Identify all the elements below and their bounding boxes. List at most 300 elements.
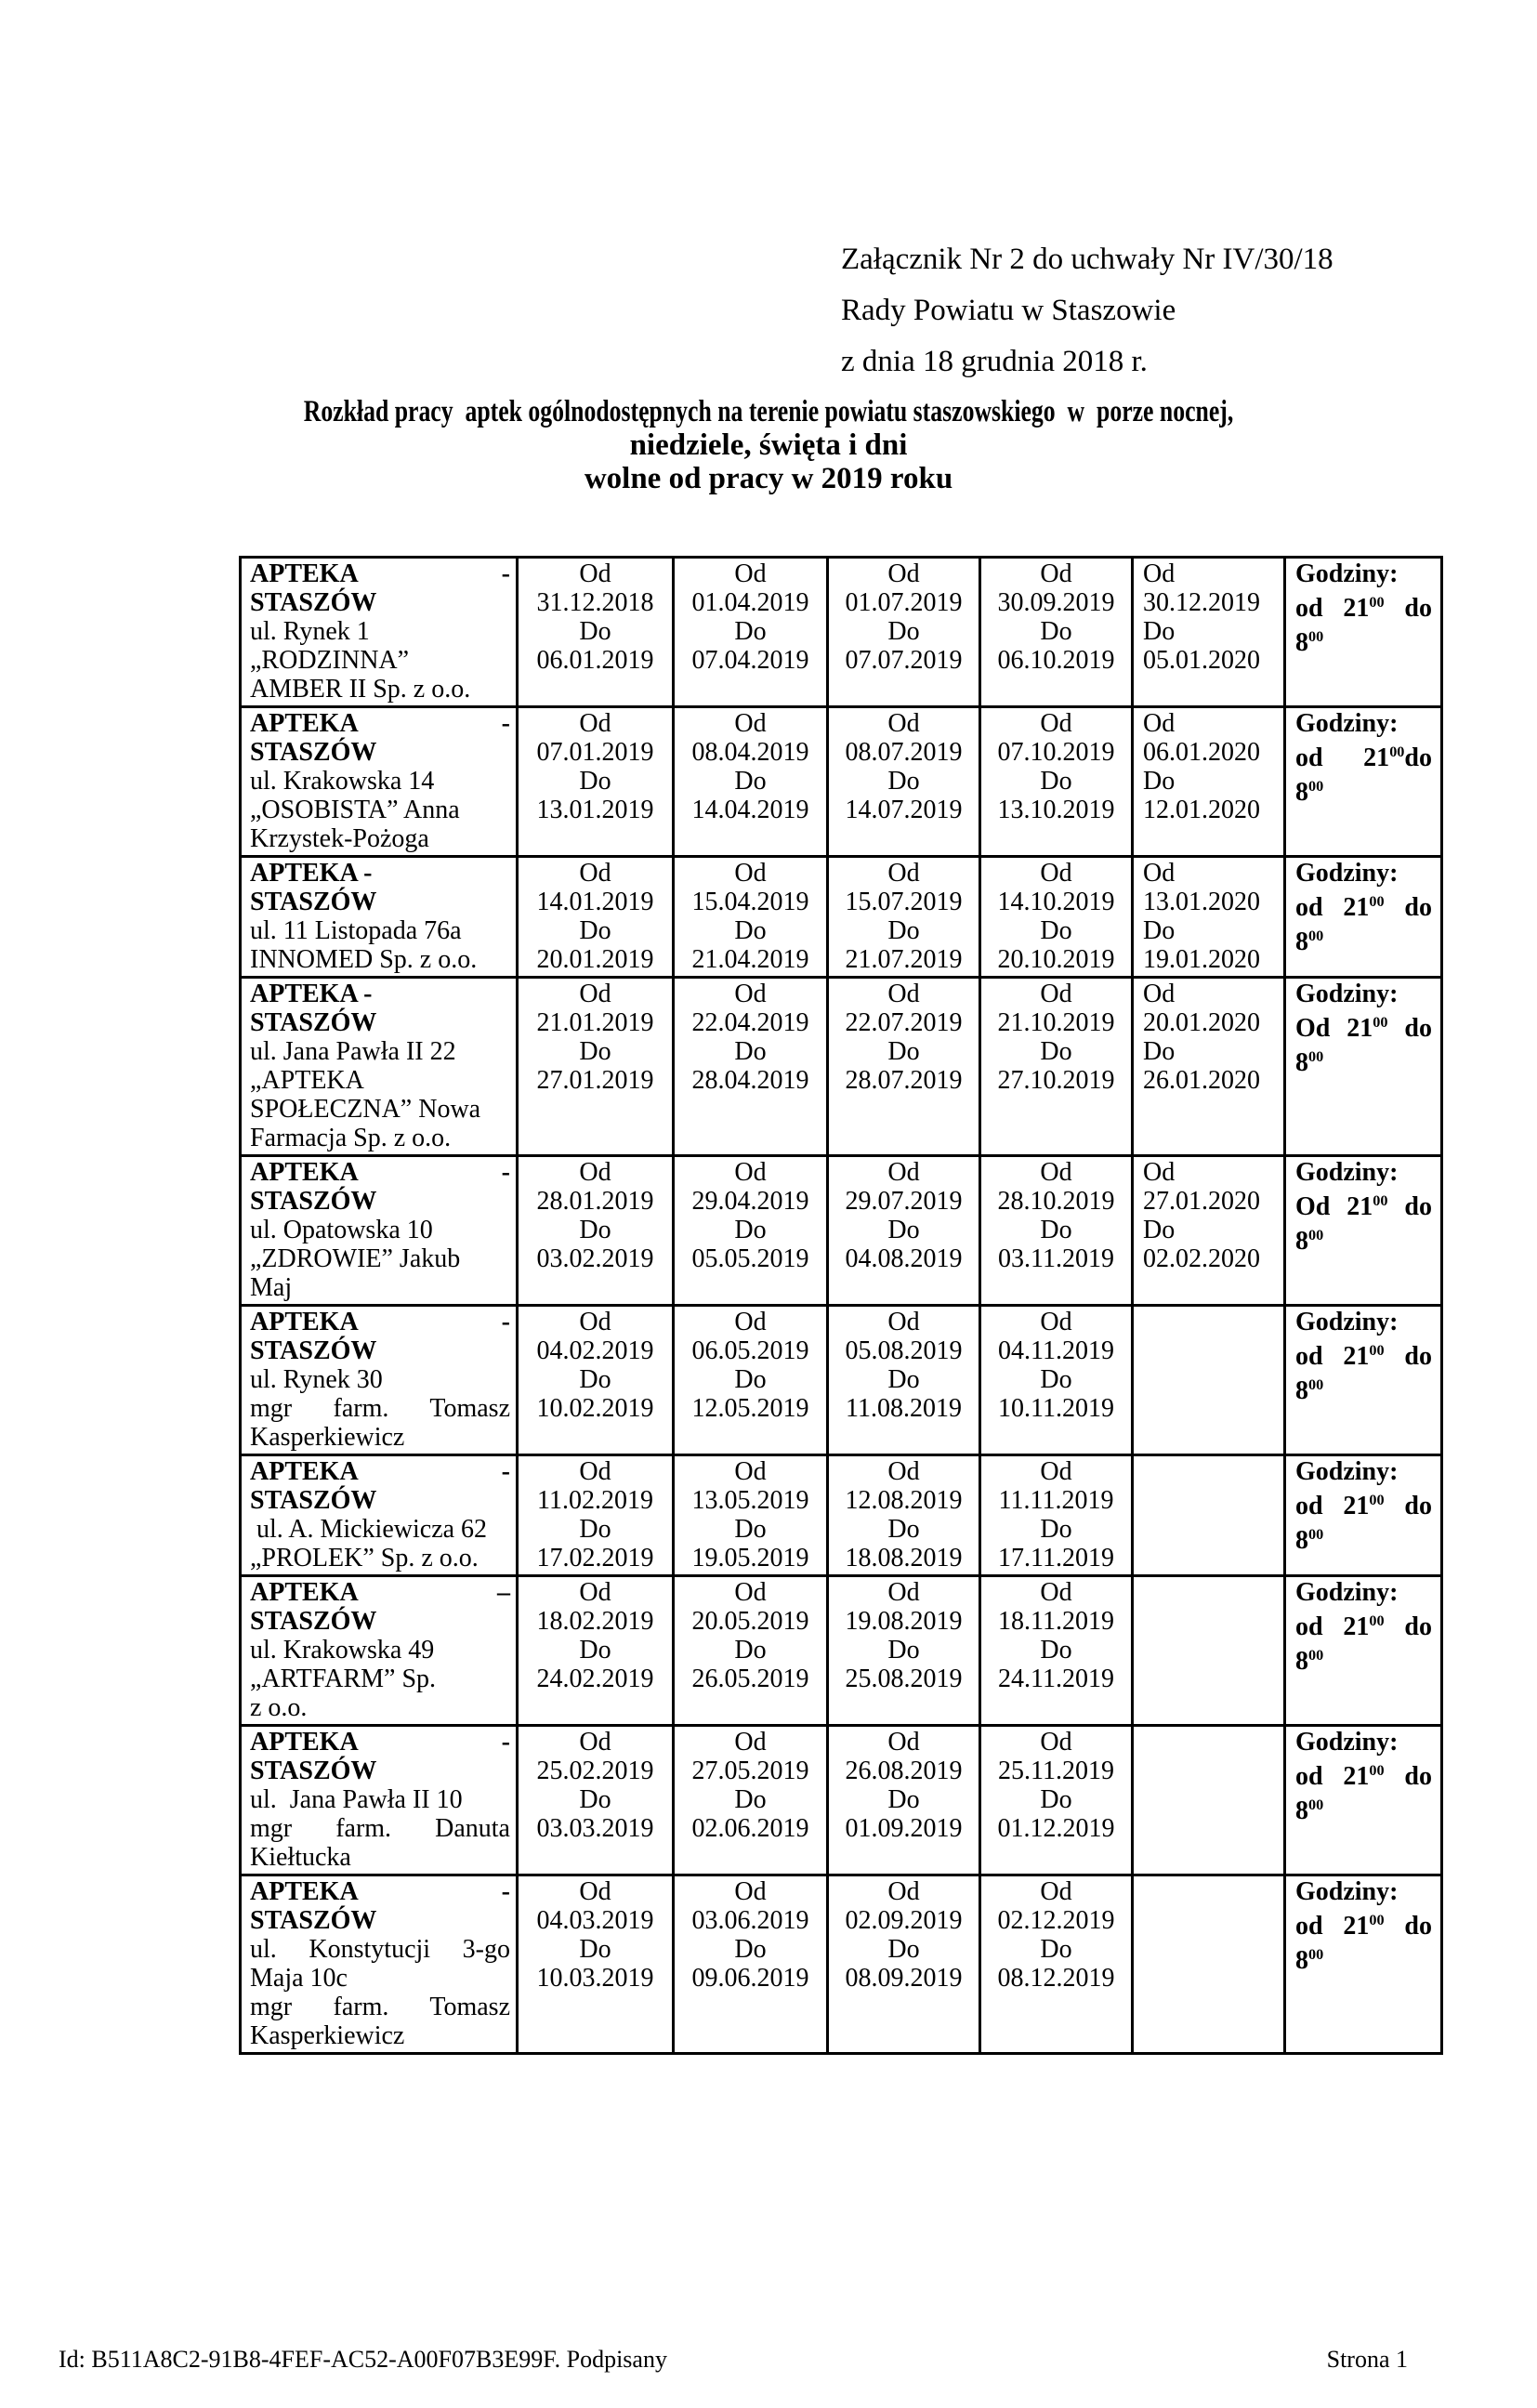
- pharmacy-name-line: ul. Konstytucji 3-go: [250, 1935, 510, 1964]
- pharmacy-name-line: INNOMED Sp. z o.o.: [250, 945, 478, 974]
- pharmacy-name-line: STASZÓW: [250, 588, 377, 617]
- period-do-date: 19.05.2019: [691, 1544, 809, 1572]
- pharmacy-name-line: „ZDROWIE” Jakub: [250, 1244, 461, 1273]
- hours-cell: [1285, 978, 1442, 1156]
- hours-cell: [1285, 1156, 1442, 1306]
- pharmacy-name-line: z o.o.: [250, 1693, 308, 1722]
- period-do-label: Do: [887, 617, 920, 646]
- pharmacy-name-line: mgr farm. Danuta: [250, 1814, 510, 1843]
- period-do-date: 24.02.2019: [536, 1665, 654, 1693]
- period-cell: [828, 558, 980, 707]
- superscript: 00: [1308, 1647, 1324, 1665]
- period-do-date: 05.01.2020: [1143, 646, 1260, 675]
- period-do-label: Do: [1040, 1365, 1072, 1394]
- superscript: 00: [1369, 1762, 1385, 1779]
- pharmacy-name-line: APTEKA -: [250, 1158, 510, 1187]
- hours-range: od $21^{00}$ do: [1295, 1492, 1433, 1521]
- period-cell: [518, 1156, 674, 1306]
- pharmacy-name-line: ul. 11 Listopada 76a: [250, 916, 462, 945]
- hours-tail: $8^{00}$: [1295, 778, 1324, 808]
- pharmacy-name-line: APTEKA -: [250, 559, 510, 588]
- period-cell: [980, 1455, 1133, 1576]
- period-od-label: Od: [1040, 709, 1072, 738]
- period-od-date: 11.02.2019: [537, 1486, 653, 1515]
- period-do-date: 03.11.2019: [998, 1244, 1114, 1273]
- pharmacy-name-line: APTEKA -: [250, 1728, 510, 1757]
- period-do-date: 03.02.2019: [536, 1244, 654, 1273]
- period-od-date: 02.12.2019: [997, 1906, 1115, 1935]
- period-do-label: Do: [887, 1636, 920, 1665]
- period-do-date: 28.04.2019: [691, 1066, 809, 1095]
- period-do-label: Do: [734, 1515, 767, 1544]
- period-do-date: 12.05.2019: [691, 1394, 809, 1423]
- period-cell: [980, 1726, 1133, 1875]
- pharmacy-name-line: STASZÓW: [250, 1187, 377, 1216]
- period-do-date: 07.04.2019: [691, 646, 809, 675]
- period-do-label: Do: [887, 1935, 920, 1964]
- period-od-label: Od: [1040, 980, 1072, 1008]
- period-od-date: 08.04.2019: [691, 738, 809, 767]
- period-od-label: Od: [887, 1308, 920, 1336]
- hours-range: od $21^{00}$ do: [1295, 594, 1433, 624]
- period-od-label: Od: [734, 709, 767, 738]
- period-od-date: 03.06.2019: [691, 1906, 809, 1935]
- period-do-label: Do: [887, 767, 920, 796]
- period-do-date: 17.11.2019: [998, 1544, 1114, 1572]
- period-cell: [1133, 1306, 1285, 1455]
- pharmacy-name-line: mgr farm. Tomasz: [250, 1394, 510, 1423]
- period-do-label: Do: [1143, 617, 1176, 646]
- page-number: Strona 1: [1326, 2346, 1408, 2373]
- pharmacy-name-line: „OSOBISTA” Anna: [250, 796, 460, 824]
- period-od-date: 29.04.2019: [691, 1187, 809, 1216]
- period-do-label: Do: [579, 1935, 611, 1964]
- hours-tail: $8^{00}$: [1295, 1946, 1324, 1976]
- period-do-date: 06.01.2019: [536, 646, 654, 675]
- period-do-label: Do: [887, 1365, 920, 1394]
- period-do-label: Do: [1143, 767, 1176, 796]
- period-cell: [1133, 1875, 1285, 2054]
- period-do-date: 10.02.2019: [536, 1394, 654, 1423]
- table-row: [241, 1875, 1442, 2054]
- superscript: 00: [1369, 1612, 1385, 1629]
- superscript: 00: [1308, 1048, 1324, 1066]
- period-od-date: 20.05.2019: [691, 1607, 809, 1636]
- period-od-label: Od: [1040, 1308, 1072, 1336]
- period-do-label: Do: [1040, 1515, 1072, 1544]
- pharmacy-name-line: ul. Rynek 30: [250, 1365, 383, 1394]
- period-od-date: 22.04.2019: [691, 1008, 809, 1037]
- period-cell: [980, 978, 1133, 1156]
- period-od-date: 30.12.2019: [1143, 588, 1260, 617]
- pharmacy-name-line: Farmacja Sp. z o.o.: [250, 1124, 452, 1152]
- period-od-date: 25.11.2019: [998, 1757, 1114, 1785]
- period-od-date: 02.09.2019: [845, 1906, 963, 1935]
- period-cell: [674, 1576, 828, 1726]
- hours-label: Godziny:: [1295, 1457, 1399, 1486]
- period-do-date: 09.06.2019: [691, 1964, 809, 1993]
- pharmacy-name-line: APTEKA -: [250, 1308, 510, 1336]
- period-cell: [1133, 1455, 1285, 1576]
- period-cell: [674, 857, 828, 978]
- hours-tail: $8^{00}$: [1295, 1647, 1324, 1677]
- period-cell: [674, 707, 828, 857]
- period-od-date: 04.03.2019: [536, 1906, 654, 1935]
- hours-cell: [1285, 857, 1442, 978]
- hours-range: Od $21^{00}$ do: [1295, 1014, 1432, 1044]
- pharmacy-name-cell: [241, 558, 518, 707]
- hours-tail: $8^{00}$: [1295, 628, 1324, 658]
- pharmacy-name-line: Kasperkiewicz: [250, 1423, 405, 1452]
- table-row: [241, 857, 1442, 978]
- pharmacy-name-line: Maja 10c: [250, 1964, 348, 1993]
- period-od-date: 29.07.2019: [845, 1187, 963, 1216]
- superscript: 00: [1369, 594, 1385, 611]
- hours-label: Godziny:: [1295, 1728, 1399, 1757]
- pharmacy-name-line: ul. Krakowska 14: [250, 767, 435, 796]
- period-cell: [828, 1726, 980, 1875]
- period-do-label: Do: [579, 1515, 611, 1544]
- period-do-label: Do: [734, 617, 767, 646]
- period-do-date: 24.11.2019: [998, 1665, 1114, 1693]
- period-od-date: 07.01.2019: [536, 738, 654, 767]
- period-cell: [980, 1875, 1133, 2054]
- pharmacy-name-line: STASZÓW: [250, 1906, 377, 1935]
- period-do-label: Do: [887, 1515, 920, 1544]
- hours-tail: $8^{00}$: [1295, 928, 1324, 957]
- document-page: [0, 234, 1537, 2408]
- pharmacy-name-line: APTEKA -: [250, 1877, 510, 1906]
- period-od-label: Od: [579, 1578, 611, 1607]
- table-row: [241, 1156, 1442, 1306]
- period-cell: [518, 1455, 674, 1576]
- period-od-date: 12.08.2019: [845, 1486, 963, 1515]
- period-od-label: Od: [579, 1457, 611, 1486]
- period-do-label: Do: [734, 1037, 767, 1066]
- pharmacy-name-line: STASZÓW: [250, 1486, 377, 1515]
- hours-label: Godziny:: [1295, 859, 1399, 888]
- table-row: [241, 1726, 1442, 1875]
- period-od-label: Od: [887, 559, 920, 588]
- pharmacy-name-cell: [241, 857, 518, 978]
- period-do-date: 20.10.2019: [997, 945, 1115, 974]
- period-od-date: 06.05.2019: [691, 1336, 809, 1365]
- table-row: [241, 558, 1442, 707]
- page-footer: [0, 2346, 1537, 2374]
- period-cell: [1133, 707, 1285, 857]
- hours-tail: $8^{00}$: [1295, 1526, 1324, 1556]
- period-do-label: Do: [1040, 1037, 1072, 1066]
- pharmacy-name-line: ul. Rynek 1: [250, 617, 370, 646]
- period-do-label: Do: [1040, 1636, 1072, 1665]
- period-od-date: 30.09.2019: [997, 588, 1115, 617]
- period-cell: [674, 1306, 828, 1455]
- hours-tail: $8^{00}$: [1295, 1796, 1324, 1826]
- document-title-line: Rozkład pracy aptek ogólnodostępnych na terenie powiatu staszowskiego w porze nocnej,: [303, 395, 1234, 428]
- hours-label: Godziny:: [1295, 709, 1399, 738]
- period-cell: [1133, 1576, 1285, 1726]
- period-do-date: 03.03.2019: [536, 1814, 654, 1843]
- hours-range: od $21^{00}$ do: [1295, 1612, 1433, 1642]
- hours-label: Godziny:: [1295, 559, 1399, 588]
- period-od-label: Od: [734, 1877, 767, 1906]
- period-do-date: 27.10.2019: [997, 1066, 1115, 1095]
- hours-range: od $21^{00}$ do: [1295, 1912, 1433, 1941]
- period-cell: [674, 1156, 828, 1306]
- hours-cell: [1285, 707, 1442, 857]
- period-do-label: Do: [1040, 767, 1072, 796]
- attachment-line: Załącznik Nr 2 do uchwały Nr IV/30/18: [841, 243, 1333, 276]
- period-do-label: Do: [1040, 1785, 1072, 1814]
- period-do-label: Do: [734, 1216, 767, 1244]
- period-od-date: 14.10.2019: [997, 888, 1115, 916]
- pharmacy-name-cell: [241, 1455, 518, 1576]
- period-od-label: Od: [734, 1308, 767, 1336]
- superscript: 00: [1369, 893, 1385, 910]
- period-do-label: Do: [579, 767, 611, 796]
- pharmacy-schedule-table: [239, 556, 1443, 2055]
- pharmacy-name-line: „ARTFARM” Sp.: [250, 1665, 437, 1693]
- period-do-label: Do: [734, 916, 767, 945]
- period-do-date: 14.04.2019: [691, 796, 809, 824]
- pharmacy-name-line: mgr farm. Tomasz: [250, 1993, 510, 2021]
- pharmacy-name-line: „PROLEK” Sp. z o.o.: [250, 1544, 479, 1572]
- hours-tail: $8^{00}$: [1295, 1048, 1324, 1078]
- period-od-label: Od: [1040, 559, 1072, 588]
- pharmacy-name-line: „APTEKA: [250, 1066, 364, 1095]
- pharmacy-name-line: ul. Opatowska 10: [250, 1216, 433, 1244]
- period-cell: [518, 1306, 674, 1455]
- pharmacy-name-line: ul. Jana Pawła II 22: [250, 1037, 456, 1066]
- period-do-date: 05.05.2019: [691, 1244, 809, 1273]
- period-do-date: 21.07.2019: [845, 945, 963, 974]
- period-cell: [518, 978, 674, 1156]
- hours-range: od $21^{00}$ do: [1295, 1762, 1433, 1792]
- period-od-label: Od: [579, 1728, 611, 1757]
- period-od-date: 27.01.2020: [1143, 1187, 1260, 1216]
- document-title-line: wolne od pracy w 2019 roku: [584, 462, 953, 495]
- period-od-date: 15.04.2019: [691, 888, 809, 916]
- hours-label: Godziny:: [1295, 1308, 1399, 1336]
- table-row: [241, 978, 1442, 1156]
- pharmacy-name-line: STASZÓW: [250, 738, 377, 767]
- pharmacy-name-line: Kiełtucka: [250, 1843, 351, 1872]
- period-od-label: Od: [887, 709, 920, 738]
- period-do-date: 19.01.2020: [1143, 945, 1260, 974]
- period-do-date: 08.12.2019: [997, 1964, 1115, 1993]
- period-od-label: Od: [1143, 859, 1176, 888]
- hours-range: Od $21^{00}$ do: [1295, 1192, 1432, 1222]
- hours-cell: [1285, 1455, 1442, 1576]
- superscript: 00: [1308, 778, 1324, 796]
- period-cell: [828, 707, 980, 857]
- pharmacy-name-line: STASZÓW: [250, 1607, 377, 1636]
- table-row: [241, 1455, 1442, 1576]
- period-cell: [1133, 1726, 1285, 1875]
- period-od-label: Od: [579, 709, 611, 738]
- period-cell: [518, 857, 674, 978]
- period-do-label: Do: [579, 916, 611, 945]
- period-do-date: 17.02.2019: [536, 1544, 654, 1572]
- period-od-label: Od: [1040, 1877, 1072, 1906]
- period-cell: [674, 978, 828, 1156]
- period-od-label: Od: [579, 559, 611, 588]
- period-do-date: 13.10.2019: [997, 796, 1115, 824]
- period-od-label: Od: [887, 1877, 920, 1906]
- attachment-line: Rady Powiatu w Staszowie: [841, 294, 1176, 327]
- hours-cell: [1285, 1875, 1442, 2054]
- period-do-date: 04.08.2019: [845, 1244, 963, 1273]
- period-do-label: Do: [579, 1636, 611, 1665]
- period-od-label: Od: [734, 1457, 767, 1486]
- period-do-label: Do: [734, 1935, 767, 1964]
- pharmacy-name-cell: [241, 1306, 518, 1455]
- period-od-label: Od: [734, 559, 767, 588]
- period-cell: [1133, 1156, 1285, 1306]
- period-od-label: Od: [579, 859, 611, 888]
- pharmacy-name-line: APTEKA -: [250, 859, 373, 888]
- period-do-label: Do: [887, 1037, 920, 1066]
- period-od-date: 06.01.2020: [1143, 738, 1260, 767]
- period-od-label: Od: [1143, 559, 1176, 588]
- period-do-label: Do: [887, 916, 920, 945]
- period-do-date: 12.01.2020: [1143, 796, 1260, 824]
- period-do-label: Do: [579, 617, 611, 646]
- period-do-label: Do: [1040, 1935, 1072, 1964]
- period-do-label: Do: [579, 1216, 611, 1244]
- period-cell: [828, 1875, 980, 2054]
- pharmacy-name-line: SPOŁECZNA” Nowa: [250, 1095, 481, 1124]
- period-od-date: 31.12.2018: [536, 588, 654, 617]
- pharmacy-name-line: STASZÓW: [250, 1008, 377, 1037]
- period-cell: [674, 558, 828, 707]
- period-do-date: 25.08.2019: [845, 1665, 963, 1693]
- pharmacy-name-cell: [241, 1875, 518, 2054]
- period-cell: [980, 558, 1133, 707]
- period-do-label: Do: [1040, 617, 1072, 646]
- period-cell: [518, 558, 674, 707]
- period-do-label: Do: [579, 1365, 611, 1394]
- period-do-date: 06.10.2019: [997, 646, 1115, 675]
- hours-range: od $21^{00}$ do: [1295, 893, 1433, 923]
- period-do-label: Do: [1143, 1037, 1176, 1066]
- superscript: 00: [1308, 1376, 1324, 1394]
- period-od-date: 19.08.2019: [845, 1607, 963, 1636]
- period-od-date: 11.11.2019: [998, 1486, 1114, 1515]
- period-do-date: 18.08.2019: [845, 1544, 963, 1572]
- period-od-date: 01.07.2019: [845, 588, 963, 617]
- pharmacy-name-line: APTEKA -: [250, 709, 510, 738]
- period-do-label: Do: [579, 1037, 611, 1066]
- hours-label: Godziny:: [1295, 1578, 1399, 1607]
- pharmacy-table-body: [241, 558, 1442, 2054]
- period-do-date: 26.01.2020: [1143, 1066, 1260, 1095]
- period-od-date: 27.05.2019: [691, 1757, 809, 1785]
- period-cell: [1133, 978, 1285, 1156]
- document-title: [0, 395, 1537, 495]
- period-do-date: 11.08.2019: [846, 1394, 962, 1423]
- period-do-date: 01.09.2019: [845, 1814, 963, 1843]
- period-do-date: 02.06.2019: [691, 1814, 809, 1843]
- period-od-date: 26.08.2019: [845, 1757, 963, 1785]
- period-od-label: Od: [1040, 1457, 1072, 1486]
- period-od-label: Od: [1143, 980, 1176, 1008]
- period-do-label: Do: [1143, 1216, 1176, 1244]
- pharmacy-name-line: ul. A. Mickiewicza 62: [250, 1515, 488, 1544]
- pharmacy-name-line: APTEKA -: [250, 980, 373, 1008]
- period-od-date: 05.08.2019: [845, 1336, 963, 1365]
- period-cell: [674, 1726, 828, 1875]
- period-cell: [518, 1875, 674, 2054]
- period-do-date: 08.09.2019: [845, 1964, 963, 1993]
- pharmacy-name-line: STASZÓW: [250, 888, 377, 916]
- period-od-date: 22.07.2019: [845, 1008, 963, 1037]
- hours-label: Godziny:: [1295, 1877, 1399, 1906]
- period-od-date: 18.02.2019: [536, 1607, 654, 1636]
- pharmacy-name-line: Maj: [250, 1273, 293, 1302]
- period-od-label: Od: [887, 1457, 920, 1486]
- table-row: [241, 1576, 1442, 1726]
- period-cell: [980, 707, 1133, 857]
- pharmacy-name-cell: [241, 978, 518, 1156]
- period-od-date: 21.10.2019: [997, 1008, 1115, 1037]
- period-od-label: Od: [1040, 1728, 1072, 1757]
- period-do-date: 14.07.2019: [845, 796, 963, 824]
- period-od-date: 08.07.2019: [845, 738, 963, 767]
- superscript: 00: [1308, 1227, 1324, 1244]
- period-od-date: 28.10.2019: [997, 1187, 1115, 1216]
- period-od-label: Od: [887, 1158, 920, 1187]
- period-do-label: Do: [1040, 916, 1072, 945]
- period-od-date: 07.10.2019: [997, 738, 1115, 767]
- period-do-label: Do: [734, 1365, 767, 1394]
- period-cell: [980, 857, 1133, 978]
- period-od-date: 04.11.2019: [998, 1336, 1114, 1365]
- period-cell: [674, 1875, 828, 2054]
- period-od-label: Od: [887, 1578, 920, 1607]
- hours-label: Godziny:: [1295, 1158, 1399, 1187]
- period-do-date: 02.02.2020: [1143, 1244, 1260, 1273]
- period-od-date: 14.01.2019: [536, 888, 654, 916]
- period-cell: [980, 1156, 1133, 1306]
- pharmacy-name-line: APTEKA –: [250, 1578, 510, 1607]
- period-do-date: 20.01.2019: [536, 945, 654, 974]
- period-od-date: 13.05.2019: [691, 1486, 809, 1515]
- period-do-date: 01.12.2019: [997, 1814, 1115, 1843]
- period-od-date: 21.01.2019: [536, 1008, 654, 1037]
- period-od-date: 15.07.2019: [845, 888, 963, 916]
- superscript: 00: [1369, 1912, 1385, 1928]
- period-od-label: Od: [1143, 1158, 1176, 1187]
- period-do-label: Do: [579, 1785, 611, 1814]
- period-cell: [828, 857, 980, 978]
- pharmacy-name-cell: [241, 707, 518, 857]
- period-do-date: 10.03.2019: [536, 1964, 654, 1993]
- period-od-label: Od: [734, 1728, 767, 1757]
- hours-cell: [1285, 1306, 1442, 1455]
- period-do-label: Do: [887, 1785, 920, 1814]
- superscript: 00: [1308, 1526, 1324, 1544]
- period-cell: [980, 1576, 1133, 1726]
- period-od-label: Od: [734, 1578, 767, 1607]
- period-do-date: 28.07.2019: [845, 1066, 963, 1095]
- period-od-label: Od: [1143, 709, 1176, 738]
- period-od-label: Od: [734, 859, 767, 888]
- hours-cell: [1285, 1726, 1442, 1875]
- period-do-date: 13.01.2019: [536, 796, 654, 824]
- period-cell: [828, 1455, 980, 1576]
- period-cell: [828, 1306, 980, 1455]
